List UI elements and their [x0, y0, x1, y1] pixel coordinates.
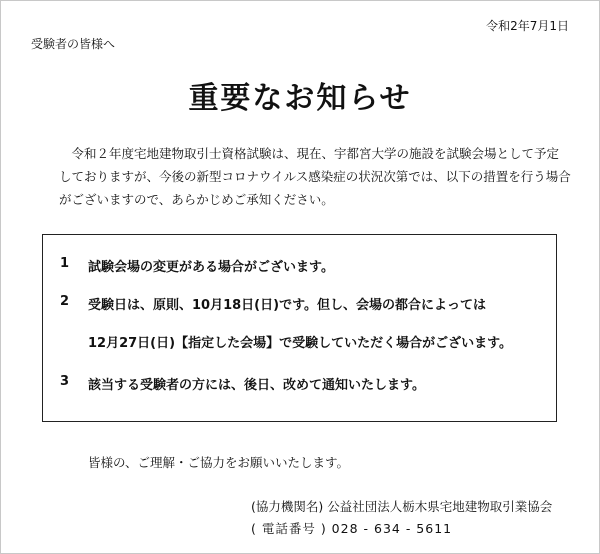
intro-paragraph: 令和２年度宅地建物取引士資格試験は、現在、宇都宮大学の施設を試験会場として予定しておりますが、今後の新型コロナウイルス感染症の状況次第では、以下の措置を行う場合がございますので、あらかじめご承知ください。 — [59, 146, 571, 207]
notice-box — [42, 234, 557, 422]
issue-date: 令和2年7月1日 — [486, 19, 569, 33]
closing-text: 皆様の、ご理解・ご協力をお願いいたします。 — [88, 455, 350, 470]
organization-name: (協力機関名) 公益社団法人栃木県宅地建物取引業協会 — [251, 499, 553, 514]
notice-text: 受験日は、原則、10月18日(日)です。但し、会場の都合によっては — [88, 298, 487, 313]
notice-number: 2 — [60, 294, 70, 309]
addressee: 受験者の皆様へ — [31, 37, 116, 51]
notice-number: 3 — [60, 374, 70, 389]
notice-text: 試験会場の変更がある場合がございます。 — [88, 260, 334, 275]
notice-text: 該当する受験者の方には、後日、改めて通知いたします。 — [88, 378, 425, 393]
notice-text: 12月27日(日)【指定した会場】で受験していただく場合がございます。 — [88, 336, 513, 351]
notice-number: 1 — [60, 256, 70, 271]
organization-phone: ( 電話番号 ) 028 - 634 - 5611 — [251, 521, 453, 536]
page-title: 重要なお知らせ — [188, 81, 412, 116]
